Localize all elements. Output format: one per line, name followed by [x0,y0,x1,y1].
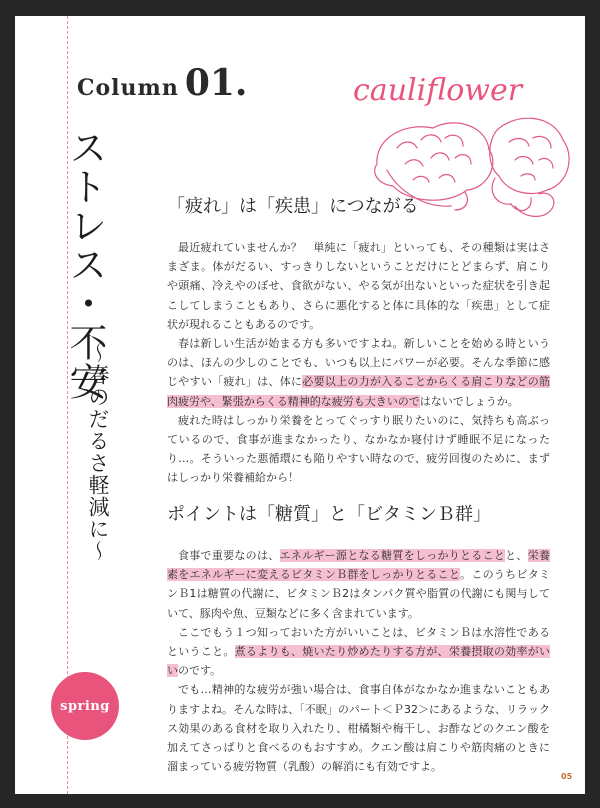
spring-badge [51,672,119,740]
highlighted-text: 煮るよりも、焼いたり炒めたりする方が、栄養摂取の効率がいい [167,645,551,678]
highlighted-text: エネルギー源となる糖質をしっかりとること [279,549,506,562]
section-heading-points: ポイントは「糖質」と「ビタミンＢ群」 [167,504,491,525]
page-number: 05 [561,772,573,781]
vertical-title: ストレス・不安 [63,128,107,401]
section-fatigue-body [167,238,550,488]
highlighted-text: 必要以上の力が入ることからくる肩こりなどの筋肉疲労や、緊張からくる精神的な疲労も大きいので [167,375,551,408]
body-paragraph: ここでもう１つ知っておいた方がいいことは、ビタミンＢは水溶性であるということ。煮るよりも、焼いたり炒めたりする方が、栄養摂取の効率がいいのです。 [167,625,551,678]
body-paragraph: でも…精神的な疲労が強い場合は、食事自体がなかなか進まないこともありますよね。そんな時は、「不眠」のパート＜Ｐ32＞にあるような、リラックス効果のある食材を取り入れたり、柑橘類や梅干し、お酢などのクエン酸を加えてさっぱりと食べるのもおすすめ。クエン酸は肩こりや筋肉痛のときに溜まっている疲労物質（乳酸）の解消にも有効ですよ。 [167,683,550,774]
body-paragraph: 食事で重要なのは、エネルギー源となる糖質をしっかりとることと、栄養素をエネルギーに変えるビタミンＢ群をしっかりとること。このうちビタミンＢ1は糖質の代謝に、ビタミンＢ2はタンパク質や脂質の代謝にも関与していて、豚肉や魚、豆類などに多く含まれています。 [167,549,551,620]
cauliflower-lettering: cauliflower [353,73,523,108]
column-number: 01. [184,62,248,104]
section-points-body [167,546,550,776]
body-paragraph: 最近疲れていませんか？ 単純に「疲れ」といっても、その種類は実はさまざま。体がだるい、すっきりしないということだけにとどまらず、肩こりや頭痛、冷えやのぼせ、食欲がない、やる気が出ないといった症状を引き起こしてしまうこともあり、さらに悪化すると体に具体的な「疾患」として症状が現れることもあるのです。 [167,241,550,331]
magazine-page [15,16,585,794]
column-label: Column [77,75,179,101]
section-heading-fatigue: 「疲れ」は「疾患」につながる [167,196,419,217]
column-header [77,62,247,104]
vertical-subtitle: ～春のだるさ軽減に～ [86,342,110,562]
badge-label: spring [60,698,110,714]
highlighted-text: 栄養素をエネルギーに変えるビタミンＢ群をしっかりとること [167,549,550,582]
body-paragraph: 春は新しい生活が始まる方も多いですよね。新しいことを始める時というのは、ほんの少しのことでも、いつも以上にパワーが必要。そんな季節に感じやすい「疲れ」は、体に必要以上の力が入ることからくる肩こりなどの筋肉疲労や、緊張からくる精神的な疲労も大きいのではないでしょうか。 [167,337,551,408]
body-paragraph: 疲れた時はしっかり栄養をとってぐっすり眠りたいのに、気持ちも高ぶっているので、食事が進まなかったり、なかなか寝付けず睡眠不足になったり…。そういった悪循環にも陥りやすい時なので、疲労回復のために、まずはしっかり栄養補給から！ [167,413,550,485]
